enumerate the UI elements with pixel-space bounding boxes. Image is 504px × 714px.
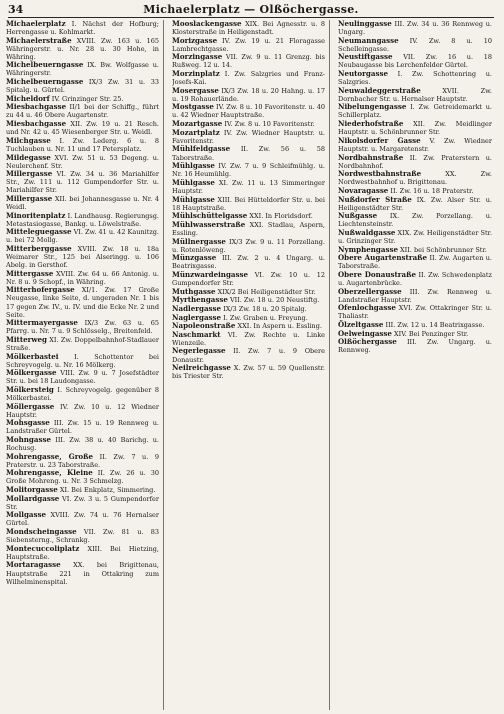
street-name: Mühlgasse	[172, 177, 215, 187]
street-name: Negerlegasse	[172, 346, 226, 356]
street-location: VII. Zw. 81 u. 83 Siebensterng., Schrankg.	[6, 528, 159, 545]
street-entry	[6, 120, 159, 136]
street-entry	[6, 319, 159, 335]
street-location: XIII. Bei Hütteldorfer Str. u. bei 18 Hauptstraße.	[172, 195, 325, 212]
street-location: XVII. Zw. Dornbacher Str. u. Hernalser Hauptstr.	[338, 86, 492, 103]
street-name: Miesbachgasse	[6, 119, 67, 129]
street-name: Mohngasse	[6, 435, 51, 444]
street-location: II. Zw. 26 u. 30 Große Mohreng. u. Nr. 3 Schmelzg.	[6, 469, 159, 486]
street-location: X. Zw. 57 u. 59 Quellenstr. bis Triester Str.	[172, 364, 325, 381]
column-left	[6, 20, 164, 710]
street-location: XXI. Stadlau, Aspern, Essling.	[172, 220, 325, 237]
street-location: XIV. Bei Penzinger Str.	[394, 329, 469, 338]
street-location: I. Schreyvogelg. gegenüber 8 Mölkerbastei.	[6, 385, 159, 402]
street-location: IX/3 Zw. 9 u. 11 Porzellang. u. Rotenlöweng.	[172, 237, 325, 254]
street-location: VI. Zw. Rechte u. Linke Wienzeile.	[172, 330, 325, 347]
street-entry	[338, 137, 492, 153]
street-name: Molitorgasse	[6, 485, 58, 495]
street-entry	[338, 154, 492, 170]
street-name: Mooslackengasse	[172, 20, 242, 28]
street-location: I. Landhausg. Regierungsg. Metastasiogasse, Bankg. u. Löwelstraße.	[6, 211, 159, 228]
street-entry	[6, 469, 159, 485]
street-name: Michelbeuerngasse	[6, 60, 84, 70]
street-location: VI. Zw. 34 u. 36 Mariahilfer Str., Zw. 111 u. 112 Gumpendorfer Str. u. Mariahilfer Str.	[6, 170, 159, 195]
street-location: VI. Zw. 10 u. 12 Gumpendorfer Str.	[172, 270, 325, 287]
street-location: I. Nächst der Hofburg; Herrengasse u. Kohlmarkt.	[6, 20, 159, 37]
street-location: XIX/2 Bei Heiligenstädter Str.	[217, 287, 316, 296]
street-name: Neumanngasse	[338, 35, 399, 45]
street-name: Mühlgasse	[172, 161, 215, 171]
street-location: XII. bei Johannesgasse u. Nr. 4 Weidl.	[6, 194, 159, 211]
street-location: IV. Zw. Wiedner Hauptstr. u. Favoritenstr.	[172, 128, 325, 145]
street-location: II. Zw. 16 u. 18 Praterstr.	[390, 186, 474, 195]
street-location: III. Zw. 12 u. 14 Beatrixgasse.	[385, 320, 485, 329]
street-location: III. Zw. 15 u. 19 Rennweg u. Landstraßer Gürtel.	[6, 419, 159, 436]
street-entry	[172, 103, 325, 119]
column-right	[338, 20, 496, 710]
street-name: Mortaragasse	[6, 560, 61, 570]
street-entry	[338, 37, 492, 53]
street-name: Micheldorf	[6, 93, 50, 103]
street-name: Nußgasse	[338, 211, 378, 221]
street-location: IX/3 Zw. 63 u. 65 Pfarrg. u. Nr. 7 u. 9 Schlösselg., Breitenfeld.	[6, 319, 159, 336]
street-name: Ofenlochgasse	[338, 303, 396, 313]
street-location: XIII. Bei Hietzing, Hauptstraße.	[6, 544, 159, 561]
street-location: II. Zw. Augarten u. Taborstraße.	[338, 254, 492, 271]
street-location: IV. Zw. 7 u. 9 Schleifmühlg. u. Nr. 16 Heumühlg.	[172, 162, 325, 179]
street-name: Minoritenplatz	[6, 210, 66, 220]
street-location: XI. Bei Enkplatz, Simmering.	[59, 486, 156, 495]
street-name: Obere Donaustraße	[338, 269, 417, 279]
street-entry	[6, 286, 159, 318]
street-entry	[6, 245, 159, 269]
street-location: IX/3 Zw. 31 u. 33 Spitalg. u. Gürtel.	[6, 78, 159, 95]
street-location: XIX. Bei Agnesstr. u. 8 Klosterstraße in Heiligenstadt.	[172, 20, 326, 37]
street-location: XI. Zw. Doppelbahnhof-Stadlauer Straße.	[6, 335, 159, 352]
street-location: I. Zw. Salzgries und Franz-Josefs-Kai.	[172, 70, 325, 87]
street-name: Mollgasse	[6, 510, 47, 520]
street-name: Neulinggasse	[338, 20, 392, 28]
street-name: Mitterberggasse	[6, 243, 72, 253]
street-name: Müllnergasse	[172, 236, 226, 246]
street-name: Muthgasse	[172, 286, 216, 296]
street-location: II/1 bei der Schiffg., führt zu 44 u. 46 Obere Augartenstr.	[6, 103, 159, 120]
street-name: Neustiftgasse	[338, 52, 393, 62]
street-location: I. Zw. Schottenring u. Salzgries.	[338, 70, 492, 87]
street-entry	[6, 270, 159, 286]
street-name: Montecuccoliplatz	[6, 543, 80, 553]
street-entry	[6, 545, 159, 561]
street-location: IX. Bw. Wolfgasse u. Währingerstr.	[6, 61, 159, 78]
street-name: Millergasse	[6, 169, 53, 179]
street-name: Milchgasse	[6, 135, 51, 145]
street-entry	[338, 120, 492, 136]
street-name: Nordbahnstraße	[338, 152, 404, 162]
street-entry	[172, 221, 325, 237]
street-location: II. Zw. Praterstern u. Nordbahnhof.	[338, 153, 492, 170]
street-entry	[6, 369, 159, 385]
page-number: 34	[8, 3, 24, 16]
column-middle	[172, 20, 330, 710]
street-name: Nußwaldgasse	[338, 227, 396, 237]
street-name: Napoleonstraße	[172, 321, 236, 331]
street-name: Nußdorfer Straße	[338, 194, 412, 204]
street-entry	[172, 20, 325, 36]
street-location: VII. Zw. 9 u. 11 Grenzg. bis Rußweg. 12 u. 14.	[172, 53, 325, 70]
street-location: XVIII. Zw. 163 u. 165 Währingerstr. u. Nr. 28 u. 30 Hohe, in Währing.	[6, 36, 160, 61]
street-entry	[172, 254, 325, 270]
street-name: Mitterweg	[6, 334, 47, 344]
street-entry	[6, 386, 159, 402]
street-name: Mondscheingasse	[6, 527, 77, 537]
street-entry	[6, 495, 159, 511]
street-name: Naschmarkt	[172, 329, 221, 339]
street-location: XVIII. Zw. 64 u. 66 Antonig. u. Nr. 8 u. 9 Schopf., in Währing.	[6, 269, 159, 286]
street-entry	[338, 20, 492, 36]
street-entry	[172, 53, 325, 69]
street-entry	[6, 37, 159, 61]
street-location: II. Zw. 7 u. 9 Obere Donaustr.	[172, 347, 325, 364]
street-name: Obere Augartenstraße	[338, 253, 428, 263]
street-entry	[338, 288, 492, 304]
street-name: Michelbeuerngasse	[6, 77, 84, 87]
street-entry	[172, 179, 325, 195]
street-entry	[172, 70, 325, 86]
street-location: IV. Zw. 8 u. 10 Favoritenstr.	[224, 120, 315, 129]
street-location: IX. Zw. Alser Str. u. Heiligenstädter Str.	[338, 195, 492, 212]
street-entry	[6, 511, 159, 527]
street-name: Mühlfeldgasse	[172, 144, 231, 154]
street-location: IV. Grinzinger Str. 25.	[51, 94, 124, 103]
street-name: Mozartplatz	[172, 127, 220, 137]
street-name: Mittermayergasse	[6, 318, 78, 328]
street-name: Mildegasse	[6, 152, 51, 162]
street-entry	[6, 170, 159, 194]
page-header	[8, 2, 494, 18]
street-name: Neutorgasse	[338, 69, 388, 79]
street-location: VI. Zw. 41 u. 42 Kaunitzg. u. bei 72 Mollg.	[6, 228, 159, 245]
street-location: IV. Zw. 8 u. 10 Schelleingasse.	[338, 36, 492, 53]
street-location: VII. Zw. 18 u. 20 Neustiftg.	[229, 296, 320, 305]
page-title: Michaelerplatz — Olßöchergasse.	[143, 3, 359, 16]
street-location: III. Zw. 2 u. 4 Ungarg. u. Beatrixgasse.	[172, 254, 325, 271]
street-entry	[172, 364, 325, 380]
street-name: Mohsgasse	[6, 418, 50, 428]
street-entry	[6, 61, 159, 77]
street-entry	[172, 331, 325, 347]
street-name: Miesbachgasse	[6, 102, 67, 112]
street-name: Neuwaldeggerstraße	[338, 85, 421, 95]
street-entry	[6, 436, 159, 452]
street-name: Niederhofstraße	[338, 119, 404, 129]
street-entry	[6, 336, 159, 352]
street-entry	[172, 196, 325, 212]
street-entry	[6, 353, 159, 369]
street-name: Oelweingasse	[338, 328, 392, 338]
street-name: Millergasse	[6, 193, 53, 203]
street-location: VI. Zw. 3 u. 5 Gumpendorfer Str.	[6, 494, 159, 511]
street-name: Olßöchergasse	[338, 337, 397, 347]
street-name: Michaelerplatz	[6, 20, 66, 28]
street-name: Novaragasse	[338, 185, 389, 195]
street-entry	[6, 78, 159, 94]
street-columns	[6, 20, 496, 710]
street-location: XVI. Zw. Ottakringer Str. u. Thaliastr.	[338, 304, 492, 321]
street-location: IV. Zw. 19 u. 21 Floragasse Lambrechtgasse.	[172, 36, 325, 53]
street-location: XI. Zw. 11 u. 13 Simmeringer Hauptstr.	[172, 178, 325, 195]
street-location: XII. Zw. Meidlinger Hauptstr. u. Schönbrunner Str.	[338, 120, 492, 137]
street-location: XXI. In Aspern u. Essling.	[237, 322, 322, 331]
street-name: Nordwestbahnstraße	[338, 169, 422, 179]
street-entry	[172, 271, 325, 287]
street-location: IX. Zw. Porzellang. u. Liechtensteinstr.	[338, 212, 492, 229]
street-name: Mohrengasse, Große	[6, 451, 94, 461]
street-location: I. Schottentor bei Schreyvogelg. u. Nr. 16 Mölkerg.	[6, 352, 159, 369]
street-location: II. Zw. 56 u. 58 Taborstraße.	[172, 145, 325, 162]
street-name: Münzgasse	[172, 253, 217, 263]
street-location: XVIII. Zw. 18 u. 18a Weimarer Str., 125 bei Alseringg. u. 106 Abelg. in Gersthof.	[6, 244, 159, 270]
street-location: IV. Zw. 8 u. 10 Favoritenstr. u. 40 u. 42 Wiedner Hauptstraße.	[172, 103, 325, 120]
street-entry	[172, 162, 325, 178]
street-entry	[338, 338, 492, 354]
street-entry	[338, 304, 492, 320]
street-location: IX/3 Zw. 18 u. 20 Hahng. u. 17 u. 19 Rohauerlände.	[172, 86, 325, 103]
street-entry	[338, 70, 492, 86]
street-name: Neilreichgasse	[172, 363, 231, 373]
street-name: Mitteleguegasse	[6, 227, 72, 237]
street-location: III. Zw. Ungarg. u. Rennweg.	[338, 338, 492, 355]
street-entry	[6, 419, 159, 435]
street-entry	[172, 347, 325, 363]
street-location: III. Zw. 34 u. 36 Rennweg u. Ungarg.	[338, 20, 492, 37]
street-entry	[338, 170, 492, 186]
street-location: XIX. Zw. Heiligenstädter Str. u. Grinzinger Str.	[338, 228, 493, 245]
street-entry	[338, 212, 492, 228]
street-location: VIII. Zw. 9 u. 7 Josefstädter Str. u. bei 18 Laudongasse.	[6, 369, 159, 386]
street-location: II. Zw. Schwedenplatz u. Augartenbrücke.	[338, 270, 492, 287]
street-entry	[6, 561, 159, 585]
street-entry	[6, 20, 159, 36]
street-location: III. Zw. 38 u. 40 Barichg. u. Rochusg.	[6, 436, 159, 453]
street-name: Mollardgasse	[6, 493, 60, 503]
street-name: Nibelungengasse	[338, 102, 407, 112]
street-entry	[6, 212, 159, 228]
street-location: XX. Zw. Nordwestbahnhof u. Brigittenau.	[338, 170, 492, 187]
street-entry	[6, 453, 159, 469]
street-name: Morizgasse	[172, 35, 218, 45]
street-name: Mölkerbastei	[6, 351, 59, 361]
street-name: Mostgasse	[172, 102, 214, 112]
street-name: Nadlergasse	[172, 303, 222, 313]
street-name: Myrthengasse	[172, 295, 228, 305]
street-name: Mohrengasse, Kleine	[6, 468, 93, 478]
street-entry	[172, 145, 325, 161]
street-name: Nymphengasse	[338, 244, 398, 254]
street-name: Nikolsdorfer Gasse	[338, 135, 421, 145]
street-location: XX. bei Brigittenau, Hauptstraße 221 in Ottakring zum Wilhelminenspital.	[6, 561, 159, 586]
street-entry	[338, 103, 492, 119]
street-name: Mittergasse	[6, 268, 54, 278]
street-location: XXI. In Floridsdorf.	[249, 212, 313, 221]
street-name: Morzinplatz	[172, 69, 220, 79]
street-name: Mitterhofergasse	[6, 285, 75, 295]
street-name: Oberzellergasse	[338, 286, 402, 296]
street-entry	[6, 403, 159, 419]
street-location: IV. Zw. 10 u. 12 Wiedner Hauptstr.	[6, 402, 159, 419]
street-entry	[172, 87, 325, 103]
street-entry	[338, 229, 492, 245]
street-entry	[338, 87, 492, 103]
street-name: Münzwardeingasse	[172, 269, 249, 279]
street-name: Naglergasse	[172, 312, 222, 322]
street-entry	[338, 254, 492, 270]
street-location: V. Zw. Wiedner Hauptstr. u. Margaretenstr.	[338, 136, 492, 153]
street-location: II. Zw. 7 u. 9 Praterstr. u. 23 Taborstraße.	[6, 452, 159, 469]
street-name: Mozartgasse	[172, 119, 223, 129]
street-entry	[172, 129, 325, 145]
street-entry	[6, 528, 159, 544]
street-entry	[172, 37, 325, 53]
street-name: Ölzeltgasse	[338, 319, 384, 329]
street-entry	[6, 103, 159, 119]
street-entry	[6, 137, 159, 153]
street-location: XII. Zw. 19 u. 21 Resch. und Nr. 42 u. 45 Wiesenberger Str. u. Weidl.	[6, 120, 159, 137]
street-entry	[338, 53, 492, 69]
street-name: Mölkergasse	[6, 368, 57, 378]
street-entry	[6, 154, 159, 170]
street-location: IX/3 Zw. 18 u. 20 Spitalg.	[223, 304, 307, 313]
street-location: III. Zw. Rennweg u. Landstraßer Hauptstr.	[338, 287, 492, 304]
street-name: Mölkersteig	[6, 384, 54, 394]
street-entry	[338, 271, 492, 287]
street-name: Mosergasse	[172, 85, 219, 95]
street-name: Michaelerstraße	[6, 35, 72, 45]
street-location: I. Zw. Graben u. Freyung.	[223, 313, 308, 322]
street-location: I. Zw. Lederg. 6 u. 8 Tuchlauben u. Nr. 11 und 17 Petersplatz.	[6, 136, 159, 153]
street-name: Mühlwasserstraße	[172, 219, 246, 229]
street-entry	[338, 196, 492, 212]
street-entry	[6, 228, 159, 244]
street-location: XVI. Zw. 51 u. 53 Degeng. u. Neulerchenf. Str.	[6, 153, 159, 170]
street-location: XI/1. Zw. 17 Große Neugasse, linke Seite, d. ungeraden Nr. 1 bis 17 gegen Zw. IV., u. IV. und die Ecke Nr. 2 und Seite.	[6, 286, 159, 319]
street-location: XVIII. Zw. 74 u. 76 Hernalser Gürtel.	[6, 511, 159, 528]
street-entry	[6, 195, 159, 211]
street-location: VII. Zw. 16 u. 18 Neubaugasse bis Lerchenfelder Gürtel.	[338, 53, 492, 70]
street-name: Morzingasse	[172, 52, 223, 62]
street-entry	[172, 238, 325, 254]
street-name: Möllergasse	[6, 401, 55, 411]
street-name: Mühlgasse	[172, 194, 215, 204]
street-location: I. Zw. Getreidemarkt u. Schillerplatz.	[338, 103, 492, 120]
street-location: XII. bei Schönbrunner Str.	[400, 245, 487, 254]
street-name: Mühlschüttelgasse	[172, 211, 248, 221]
